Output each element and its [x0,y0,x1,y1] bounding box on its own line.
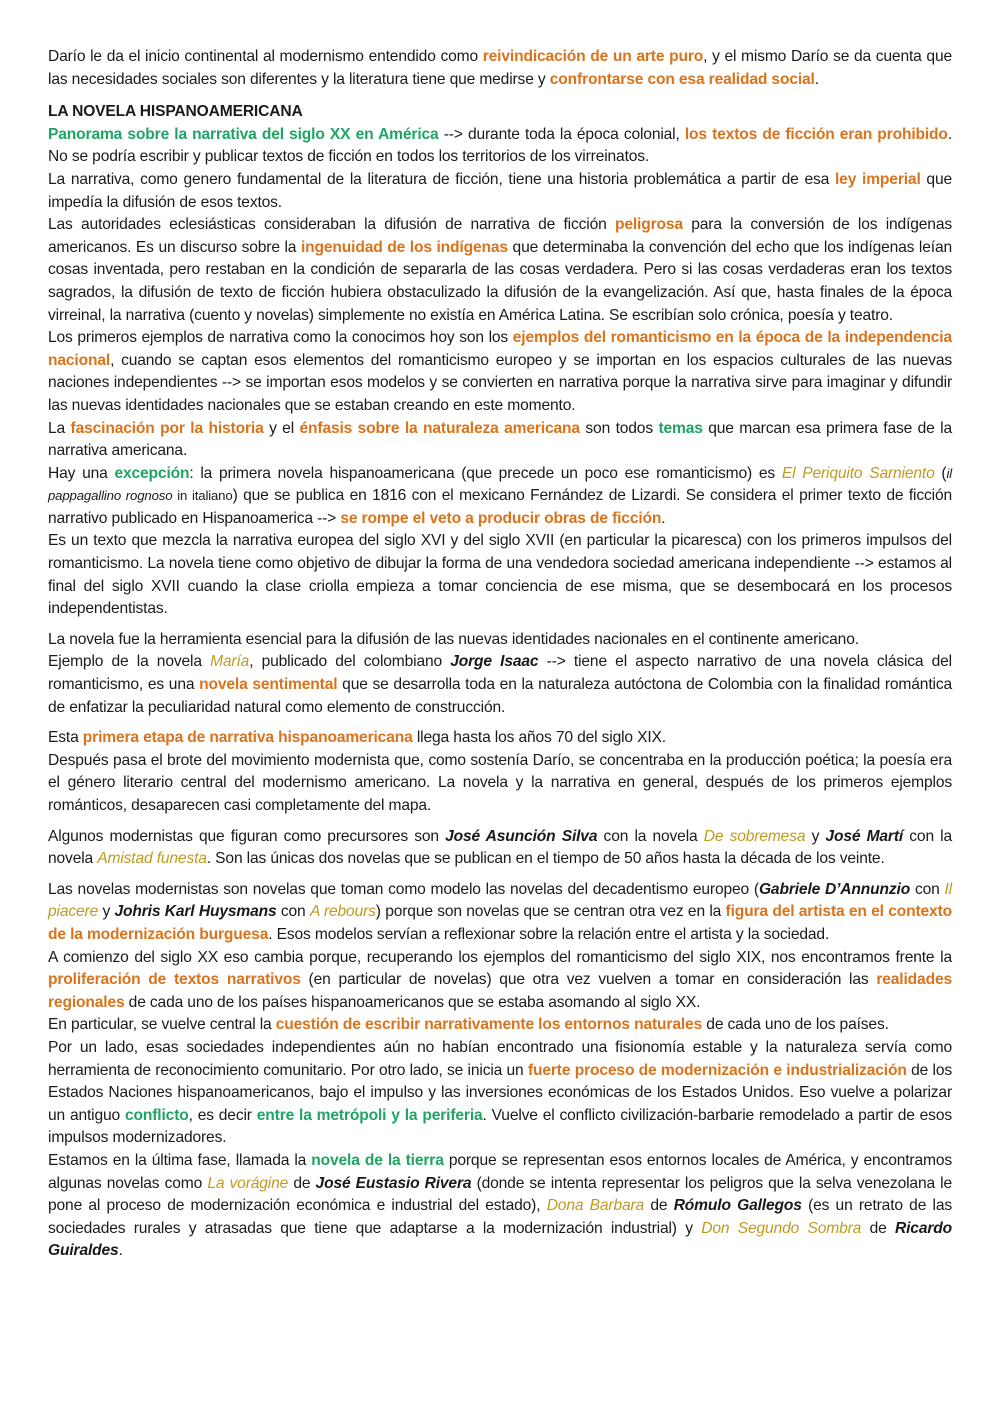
text-segment: A comienzo del siglo XX eso cambia porque, recuperando los ejemplos del romanticismo del siglo XIX, nos encontramos frente la [48,948,952,966]
highlighted-text: Johris Karl Huysmans [114,903,277,921]
highlighted-text: los textos de ficción eran prohibido [684,125,948,143]
text-segment: Los primeros ejemplos de narrativa como la conocimos hoy son los [48,329,513,347]
section-heading [48,101,952,124]
highlighted-text: Dona Barbara [546,1197,645,1215]
text-segment: . Son las únicas dos novelas que se publican en el tiempo de 50 años hasta la década de los veinte. [206,850,885,868]
highlighted-text: ley imperial [834,170,921,188]
text-segment: Por un lado, esas sociedades independientes aún no habían encontrado una fisionomía estable y la naturaleza servía como herramienta de reconocimiento comunitario. Por otro lado, se inicia un [48,1038,952,1079]
highlighted-text: il pappagallino rognoso [48,465,953,504]
text-segment: (donde se intenta representar los peligros que la selva venezolana le pone al proceso de modernización económica e industrial del estado), [48,1174,952,1215]
highlighted-text: La vorágine [207,1174,289,1192]
fascinacion-paragraph [48,418,952,463]
highlighted-text: figura del artista en el contexto de la modernización burguesa [48,903,952,943]
highlighted-text: Jorge Isaac [450,653,539,671]
highlighted-text: reivindicación de un arte puro [482,48,704,65]
text-segment: . [814,70,819,88]
highlighted-text: Rómulo Gallegos [673,1197,802,1215]
text-segment: ( [934,464,947,482]
highlighted-text: se rompe el veto a producir obras de ficción [340,509,662,527]
text-segment: : la primera novela hispanoamericana (que precede un poco ese romanticismo) es [189,464,782,482]
text-segment: con la novela [48,827,953,868]
text-segment: Es un texto que mezcla la narrativa europea del siglo XVI y del siglo XVII (en particular la picaresca) con los primeros impulsos del romanticismo. La novela tiene como objetivo de dibujar la forma de una vendedora sociedad americana independiente --> estamos al final del siglo XVII cuando la clase criolla empieza a tomar conciencia de ese misma, que se desembocará en los procesos independentistas. [48,532,952,618]
text-segment: de [288,1174,316,1192]
text-segment: (es un retrato de las sociedades rurales y atrasadas que tiene que adaptarse a la modernización industrial) y [48,1197,952,1237]
text-segment: . [661,509,666,527]
text-segment: En particular, se vuelve central la [48,1016,276,1034]
highlighted-text: temas [658,419,703,437]
text-segment: Estamos en la última fase, llamada la [48,1151,312,1169]
maria-paragraph [48,651,952,719]
highlighted-text: Gabriele D’Annunzio [758,880,911,898]
text-segment: Después pasa el brote del movimiento modernista que, como sostenía Darío, se concentraba en la producción poética; la poesía era el género literario central del modernismo americano. La novela y la narrativa en general, después de los primeros ejemplos románticos, desaparecen casi completamente del mapa. [48,751,952,814]
text-segment: (en particular de novelas) que otra vez vuelven a tomar en consideración las [300,971,877,989]
highlighted-text: novela de la tierra [311,1151,444,1169]
text-segment: de cada uno de los países. [702,1016,889,1034]
primera-etapa-paragraph [48,727,952,750]
text-segment: de cada uno de los países hispanoamericanos que se estaba asomando al siglo XX. [124,993,701,1011]
highlighted-text: énfasis sobre la naturaleza americana [299,419,580,437]
highlighted-text: ingenuidad de los indígenas [300,238,508,256]
highlighted-text: Don Segundo Sombra [701,1219,862,1237]
precursores-paragraph [48,826,952,871]
text-segment: . Esos modelos servían a reflexionar sobre la relación entre el artista y la sociedad. [268,925,830,943]
text-segment: , es decir [188,1106,257,1124]
text-segment: La novela fue la herramienta esencial para la difusión de las nuevas identidades nacionales en el continente americano. [48,630,859,648]
narrativa-paragraph [48,169,952,214]
highlighted-text: fuerte proceso de modernización e industrialización [527,1061,907,1079]
text-segment: y el [263,419,300,437]
highlighted-text: realidades regionales [48,971,952,1011]
document-page [48,46,952,1263]
highlighted-text: entre la metrópoli y la periferia [256,1106,483,1124]
panorama-paragraph [48,124,952,169]
highlighted-text: fascinación por la historia [70,419,264,437]
text-segment: que impedía la difusión de esos textos. [48,170,953,211]
highlighted-text: José Asunción Silva [445,827,598,845]
text-segment: para la conversión de los indígenas americanos. Es un discurso sobre la [48,216,952,256]
ultima-fase-paragraph [48,1150,952,1263]
text-segment: , publicado del colombiano [249,653,451,671]
herramienta-paragraph [48,629,952,652]
text-segment: llega hasta los años 70 del siglo XIX. [412,729,666,747]
text-segment: Las novelas modernistas son novelas que toman como modelo las novelas del decadentismo europeo ( [48,880,759,898]
text-segment: que se desarrolla toda en la naturaleza autóctona de Colombia con la finalidad romántica de enfatizar la peculiaridad natural como elemento de construcción. [48,676,952,716]
text-segment: Darío le da el inicio continental al modernismo entendido como [48,48,483,65]
highlighted-text: A rebours [309,903,376,921]
highlighted-text: ejemplos del romanticismo en la época de la independencia nacional [48,329,952,369]
highlighted-text: Panorama sobre la narrativa del siglo XX en América [48,125,439,143]
text-segment: , y el mismo Darío se da cuenta que las necesidades sociales son diferentes y la literatura tiene que medirse y [48,48,952,88]
despues-paragraph [48,750,952,818]
text-segment: ) porque son novelas que se centran otra vez en la [375,903,726,921]
text-segment: con la novela [597,827,704,845]
highlighted-text: Amistad funesta [97,850,207,868]
intro-paragraph [48,46,952,91]
text-segment: de [861,1219,895,1237]
siglo-xx-paragraph [48,947,952,1015]
mezcla-paragraph [48,530,952,620]
text-segment: Ejemplo de la novela [48,653,211,671]
text-segment: --> durante toda la época colonial, [438,125,685,143]
highlighted-text: José Eustasio Rivera [315,1174,472,1192]
text-segment: y [805,827,826,845]
highlighted-text: confrontarse con esa realidad social [549,70,815,88]
excepcion-paragraph [48,463,952,531]
highlighted-text: cuestión de escribir narrativamente los entornos naturales [275,1016,703,1034]
highlighted-text: proliferación de textos narrativos [48,971,301,989]
text-segment: . No se podría escribir y publicar textos de ficción en todos los territorios de los virreinatos. [48,125,952,166]
text-segment: porque se representan esos entornos locales de América, y encontramos algunas novelas como [48,1151,952,1192]
text-segment: --> tiene el aspecto narrativo de una novela clásica del romanticismo, es una [48,653,953,694]
highlighted-text: El Periquito Sarniento [781,464,935,482]
highlighted-text: peligrosa [614,216,683,234]
text-segment: . Vuelve el conflicto civilización-barbarie remodelado a partir de esos impulsos modernizadores. [48,1106,952,1147]
highlighted-text: Il piacere [48,880,952,921]
sociedades-paragraph [48,1037,952,1150]
autoridades-paragraph [48,214,952,327]
text-segment: La [48,419,71,437]
highlighted-text: José Martí [825,827,904,845]
text-segment: de [644,1197,674,1215]
primeros-ejemplos-paragraph [48,327,952,417]
text-segment: La narrativa, como genero fundamental de la literatura de ficción, tiene una historia problemática a partir de esa [48,170,835,188]
text-segment: Hay una [48,464,115,482]
highlighted-text: conflicto [124,1106,189,1124]
text-segment: con [910,880,945,898]
highlighted-text: Ricardo Guiraldes [48,1219,953,1260]
text-segment: Las autoridades eclesiásticas consideraban la difusión de narrativa de ficción [48,216,615,234]
text-segment: con [276,903,310,921]
particular-paragraph [48,1014,952,1037]
text-segment: , cuando se captan esos elementos del romanticismo europeo y se importan en los espacios culturales de las nuevas naciones independientes --> se importan esos modelos y se convierten en narrativa porque la narrativa sirve para imaginar y difundir las nuevas identidades nacionales que se estaban creando en este momento. [48,351,952,414]
text-segment: que marcan esa primera fase de la narrativa americana. [48,419,953,460]
highlighted-text: primera etapa de narrativa hispanoamericana [82,729,413,747]
text-segment: Esta [48,729,83,747]
highlighted-text: De sobremesa [703,827,806,845]
highlighted-text: in italiano [172,488,233,504]
text-segment: LA NOVELA HISPANOAMERICANA [48,103,303,121]
highlighted-text: excepción [114,464,190,482]
text-segment: son todos [579,419,659,437]
modernistas-paragraph [48,879,952,947]
text-segment: y [98,903,115,921]
text-segment: ) que se publica en 1816 con el mexicano Fernández de Lizardi. Se considera el primer texto de ficción narrativo publicado en Hispanoamerica --> [48,487,952,527]
text-segment: Algunos modernistas que figuran como precursores son [48,827,446,845]
text-segment: que determinaba la convención del echo que los indígenas leían cosas inventada, pero restaban en la condición de separarla de las cosas verdadera. Pero si las cosas verdaderas eran los textos sagrados, la difusión de texto de ficción hubiera obstaculizado la difusión de la evangelización. Así que, hasta finales de la época virreinal, la narrativa (cuento y novelas) simplemente no existía en América Latina. Se escribían solo crónica, poesía y teatro. [48,238,952,324]
text-segment: . [118,1242,123,1260]
highlighted-text: María [210,653,250,671]
highlighted-text: novela sentimental [199,676,338,694]
text-segment: de los Estados Naciones hispanoamericanos, bajo el impulso y las inversiones económicas de los Estados Unidos. Eso vuelve a polarizar un antiguo [48,1061,952,1124]
